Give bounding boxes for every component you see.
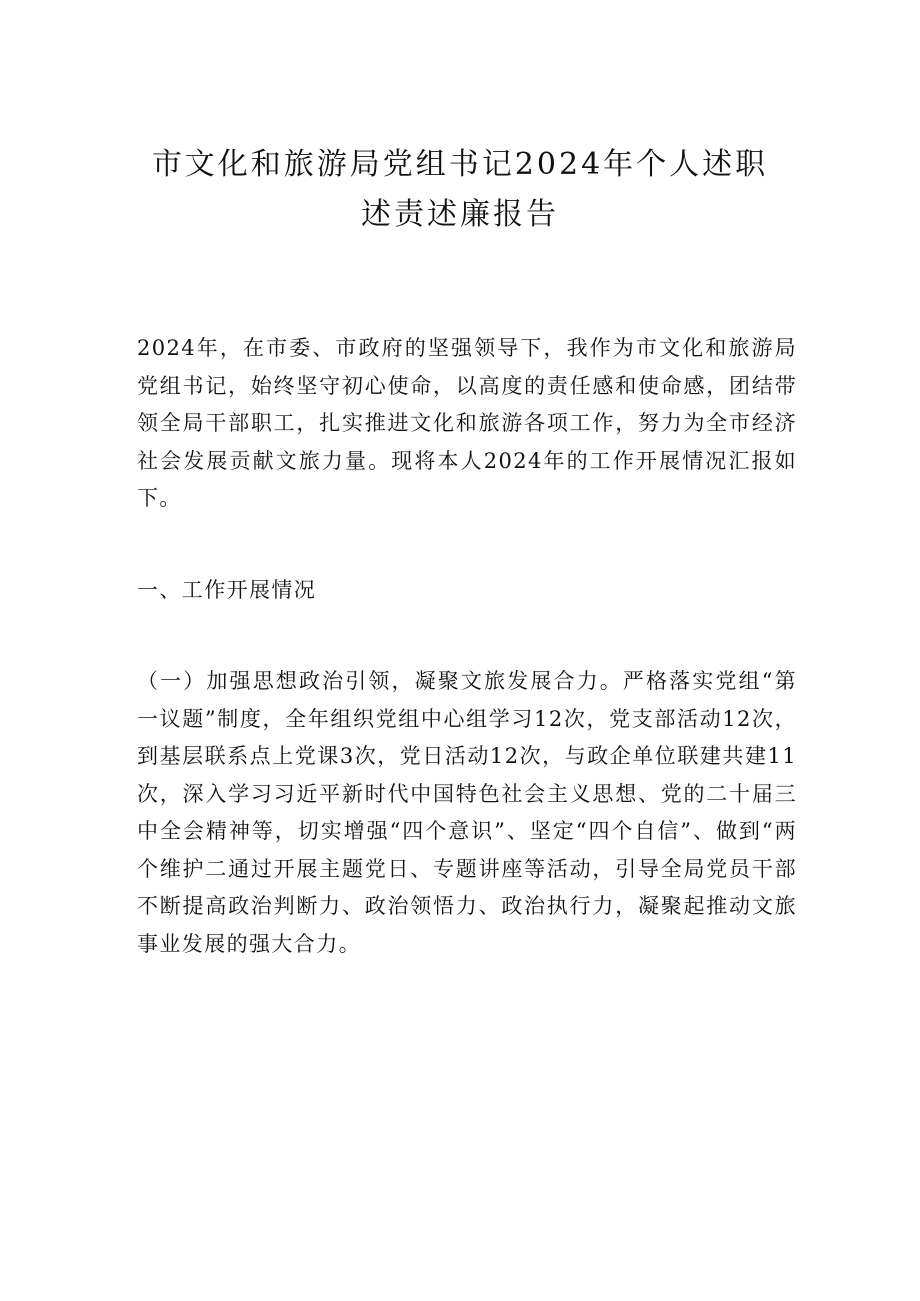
- title-line-1: 市文化和旅游局党组书记2024年个人述职: [151, 147, 769, 182]
- document-title: [0, 140, 920, 240]
- intro-paragraph: 2024年，在市委、市政府的坚强领导下，我作为市文化和旅游局党组书记，始终坚守初心使命，以高度的责任感和使命感，团结带领全局干部职工，扎实推进文化和旅游各项工作，努力为全市经济社会发展贡献文旅力量。现将本人2024年的工作开展情况汇报如下。: [137, 336, 797, 510]
- section-heading: 一、工作开展情况: [137, 577, 317, 602]
- title-line-2: 述责述廉报告: [361, 197, 559, 232]
- section-paragraph: （一）加强思想政治引领，凝聚文旅发展合力。严格落实党组“第一议题”制度，全年组织党组中心组学习12次，党支部活动12次，到基层联系点上党课3次，党日活动12次，与政企单位联建共建11次，深入学习习近平新时代中国特色社会主义思想、党的二十届三中全会精神等，切实增强“四个意识”、坚定“四个自信”、做到“两个维护二通过开展主题党日、专题讲座等活动，引导全局党员干部不断提高政治判断力、政治领悟力、政治执行力，凝聚起推动文旅事业发展的强大合力。: [137, 669, 797, 956]
- document-body: [137, 330, 797, 963]
